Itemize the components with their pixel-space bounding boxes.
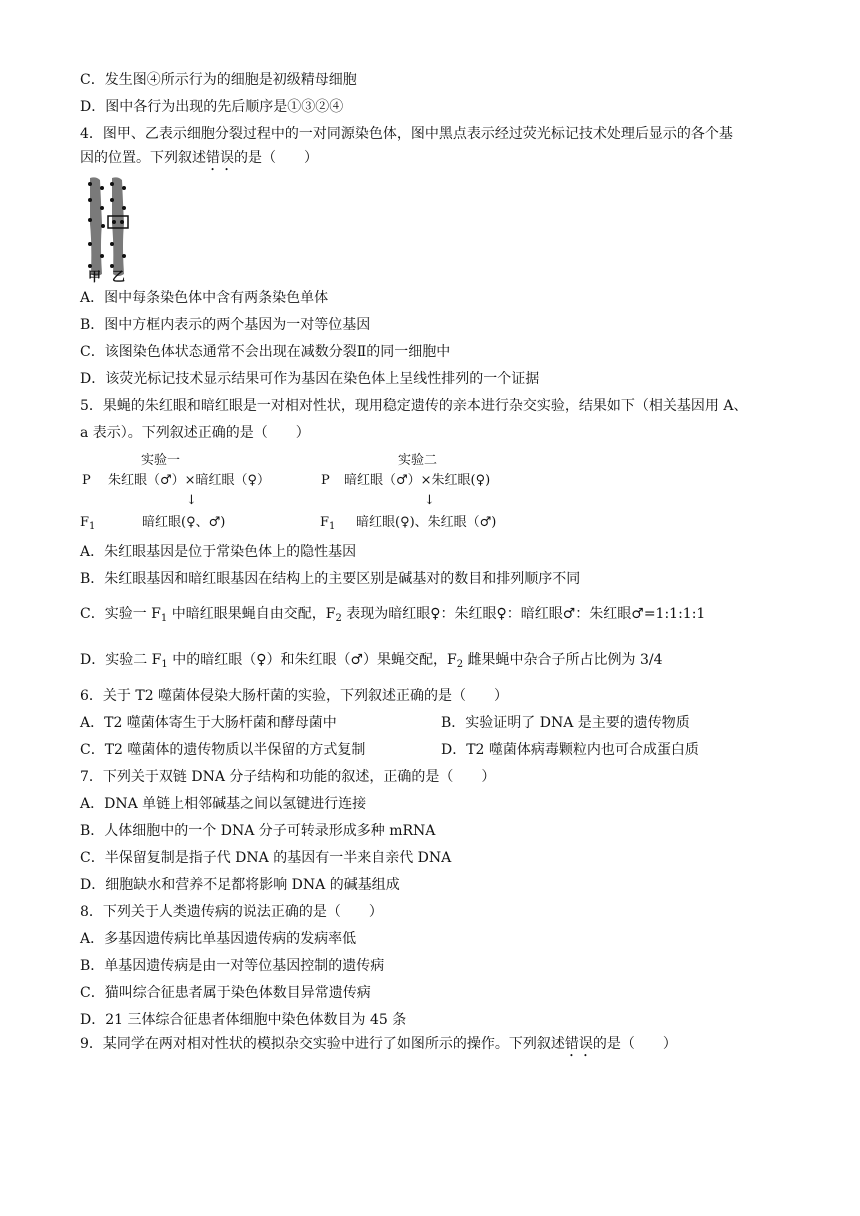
text-part: 中的暗红眼（♀）和朱红眼（♂）果蝇交配，F (167, 652, 457, 668)
chromosome-figure (80, 174, 144, 284)
exp2-title: 实验二 (398, 453, 438, 468)
question-5-option-a: A．朱红眼基因是位于常染色体上的隐性基因 (80, 544, 357, 560)
question-4-option-a: A．图中每条染色体中含有两条染色单体 (80, 290, 329, 306)
exp2-arrow: ↓ (424, 493, 435, 508)
emphasis-text: 错误 (564, 1036, 593, 1052)
exp1-parent-cross: 朱红眼（♂）×暗红眼（♀） (108, 473, 271, 488)
question-7-option-d: D．细胞缺水和营养不足都将影响 DNA 的碱基组成 (80, 877, 400, 893)
question-8-option-d: D．21 三体综合征患者体细胞中染色体数目为 45 条 (80, 1012, 407, 1028)
question-6-stem: 6．关于 T2 噬菌体侵染大肠杆菌的实验，下列叙述正确的是（ ） (80, 688, 509, 704)
question-7-stem: 7．下列关于双链 DNA 分子结构和功能的叙述，正确的是（ ） (80, 769, 496, 785)
question-6-option-d: D．T2 噬菌体病毒颗粒内也可合成蛋白质 (441, 742, 699, 758)
exp2-f1-label: $F_1$ (320, 515, 336, 532)
exp1-title: 实验一 (141, 453, 181, 468)
text-part: 中暗红眼果蝇自由交配，F (167, 606, 336, 622)
question-8-option-c: C．猫叫综合征患者属于染色体数目异常遗传病 (80, 985, 371, 1001)
question-5-option-d (80, 650, 663, 675)
question-5-stem-line2: a 表示）。下列叙述正确的是（ ） (80, 425, 310, 441)
text-part: 雌果蝇中杂合子所占比例为 3/4 (463, 652, 663, 668)
question-5-option-b: B．朱红眼基因和暗红眼基因在结构上的主要区别是碱基对的数目和排列顺序不同 (80, 571, 581, 587)
question-6-option-c: C．T2 噬菌体的遗传物质以半保留的方式复制 (80, 742, 366, 758)
question-3-option-d: D．图中各行为出现的先后顺序是①③②④ (80, 99, 344, 115)
stem-text: 的是（ ） (592, 1036, 677, 1052)
question-8-option-b: B．单基因遗传病是由一对等位基因控制的遗传病 (80, 958, 385, 974)
question-7-option-c: C．半保留复制是指子代 DNA 的基因有一半来自亲代 DNA (80, 850, 452, 866)
question-7-option-b: B．人体细胞中的一个 DNA 分子可转录形成多种 mRNA (80, 823, 436, 839)
question-6-option-a: A．T2 噬菌体寄生于大肠杆菌和酵母菌中 (80, 715, 337, 731)
question-4-stem-line1: 4．图甲、乙表示细胞分裂过程中的一对同源染色体，图中黑点表示经过荧光标记技术处理后显示的各个基 (80, 126, 733, 142)
subscript: 2 (335, 613, 342, 624)
question-9-stem (80, 1034, 677, 1060)
label-jia: 甲 (88, 270, 102, 285)
subscript: 2 (456, 659, 464, 670)
exp2-parent-cross: 暗红眼（♂）×朱红眼(♀) (344, 473, 491, 488)
question-6-option-b: B．实验证明了 DNA 是主要的遗传物质 (441, 715, 690, 731)
question-7-option-a: A．DNA 单链上相邻碱基之间以氢键进行连接 (80, 796, 367, 812)
exp1-f1-label: $F_1$ (80, 515, 96, 532)
stem-text: 9．某同学在两对相对性状的模拟杂交实验中进行了如图所示的操作。下列叙述 (80, 1036, 565, 1052)
stem-text: 因的位置。下列叙述 (80, 150, 206, 166)
question-3-option-c: C．发生图④所示行为的细胞是初级精母细胞 (80, 72, 357, 88)
question-8-option-a: A．多基因遗传病比单基因遗传病的发病率低 (80, 931, 357, 947)
stem-text: 的是（ ） (234, 150, 318, 166)
exp2-p-label: P (321, 473, 330, 488)
question-5-option-c (80, 604, 705, 629)
exp1-f1-result: 暗红眼(♀、♂) (142, 515, 226, 530)
question-4-option-d: D．该荧光标记技术显示结果可作为基因在染色体上呈线性排列的一个证据 (80, 371, 540, 387)
exp1-arrow: ↓ (186, 493, 197, 508)
text-part: 表现为暗红眼♀：朱红眼♀：暗红眼♂：朱红眼♂=1:1:1:1 (341, 606, 706, 622)
subscript: 1 (160, 613, 168, 624)
emphasis-text: 错误 (206, 150, 234, 166)
label-yi: 乙 (112, 270, 126, 285)
exp1-p-label: P (82, 473, 91, 488)
subscript: 1 (161, 659, 168, 670)
exp2-f1-result: 暗红眼(♀)、朱红眼（♂) (356, 515, 497, 530)
question-4-option-c: C．该图染色体状态通常不会出现在减数分裂Ⅱ的同一细胞中 (80, 344, 451, 360)
text-part: C．实验一 F (80, 606, 161, 622)
question-5-stem-line1: 5．果蝇的朱红眼和暗红眼是一对相对性状，现用稳定遗传的亲本进行杂交实验，结果如下（相关基因用 A、 (80, 398, 748, 414)
question-4-option-b: B．图中方框内表示的两个基因为一对等位基因 (80, 317, 371, 333)
question-4-stem-line2 (80, 148, 318, 174)
text-part: D．实验二 F (80, 652, 162, 668)
question-8-stem: 8．下列关于人类遗传病的说法正确的是（ ） (80, 904, 383, 920)
